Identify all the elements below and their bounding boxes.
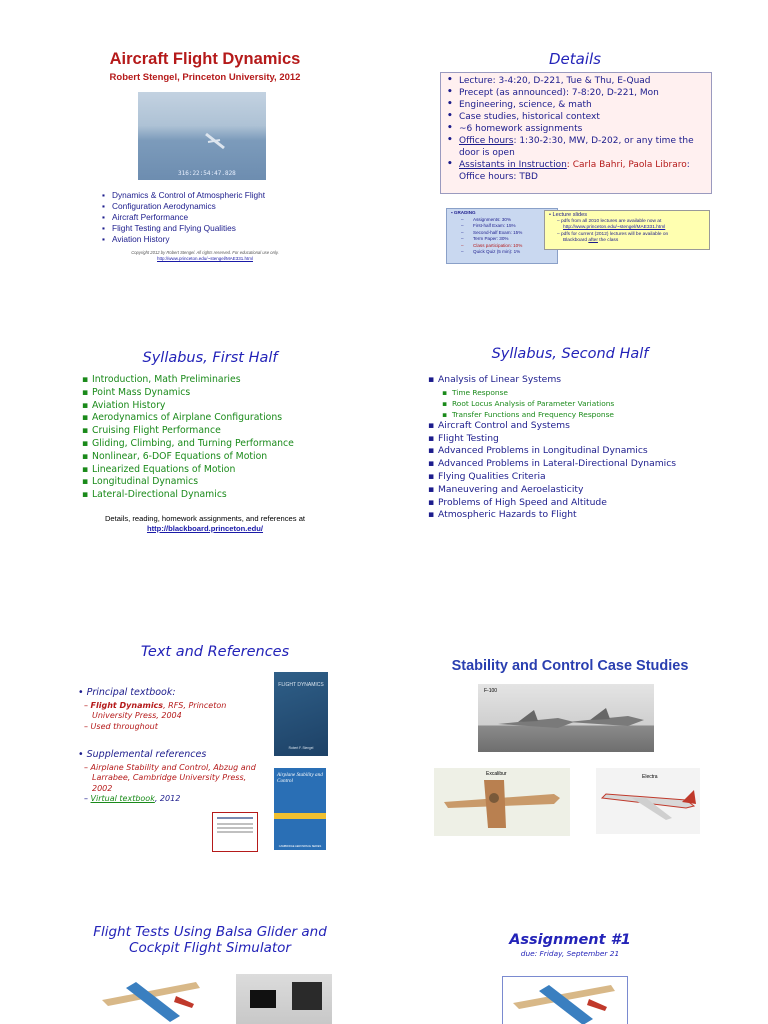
list-item: ▪ Advanced Problems in Longitudinal Dynamics [428, 445, 676, 458]
list-item: ▪ Dynamics & Control of Atmospheric Flight [102, 190, 265, 201]
aircraft-photo [138, 92, 266, 180]
blackboard-link[interactable]: http://blackboard.princeton.edu/ [146, 524, 264, 533]
list-item: • Lecture: 3-4:20, D-221, Tue & Thu, E-Quad [447, 75, 705, 87]
photo-timestamp: 316:22:54:47.828 [178, 170, 236, 177]
list-item: ▪ Aviation History [82, 400, 294, 413]
slide-syllabus-first [60, 350, 360, 550]
slide-case-studies [420, 658, 720, 868]
syllabus-first-list [82, 374, 294, 502]
list-item: – Class participation: 10% [461, 243, 553, 250]
list-item: ▪ Point Mass Dynamics [82, 387, 294, 400]
slide5-title: Text and References [140, 644, 290, 660]
slide3-title: Syllabus, First Half [142, 350, 278, 366]
slide1-title: Aircraft Flight Dynamics [109, 50, 301, 68]
list-item: ▪ Gliding, Climbing, and Turning Performance [82, 438, 294, 451]
aircraft-silhouette-icon [138, 92, 266, 180]
grading-title: ▪ GRADING [451, 210, 476, 215]
excalibur-aircraft-icon [434, 768, 570, 836]
list-item: • Case studies, historical context [447, 111, 705, 123]
slide2-title: Details [548, 50, 601, 68]
slide1-subtitle: Robert Stengel, Princeton University, 2012 [109, 72, 301, 83]
list-item: ▪ Nonlinear, 6-DOF Equations of Motion [82, 451, 294, 464]
list-item: – Term Paper: 30% [461, 236, 553, 243]
slide6-title: Stability and Control Case Studies [451, 658, 689, 674]
list-item: ▪ Transfer Functions and Frequency Response [442, 409, 676, 420]
list-item: – First-half Exam: 15% [461, 223, 553, 230]
list-item: • ~6 homework assignments [447, 123, 705, 135]
course-url-link[interactable]: http://www.princeton.edu/~stengel/MAE331.html [157, 256, 253, 261]
principal-ref: – Flight Dynamics, RFS, Princeton University Press, 2004 [84, 700, 227, 720]
details-box [440, 72, 712, 194]
list-item: ▪ Flight Testing and Flying Qualities [102, 223, 265, 234]
syllabus-second-list [428, 374, 676, 387]
cockpit-simulator-photo [236, 974, 332, 1024]
list-item: • Precept (as announced): 7-8:20, D-221, Mon [447, 87, 705, 99]
slide-details [430, 50, 720, 280]
list-item: • Office hours: 1:30-2:30, MW, D-202, or any time the door is open [447, 135, 705, 159]
slide4-title: Syllabus, Second Half [491, 346, 649, 362]
list-item: ▪ Longitudinal Dynamics [82, 476, 294, 489]
list-item: ▪ Flight Testing [428, 433, 676, 446]
slide8-title: Assignment #1 [509, 932, 631, 948]
slide7-title-line2: Cockpit Flight Simulator [129, 940, 291, 956]
list-item: – Assignments: 30% [461, 217, 553, 224]
list-item: ▪ Time Response [442, 387, 676, 398]
electra-illustration: Electra [596, 768, 700, 834]
list-item: ▪ Introduction, Math Preliminaries [82, 374, 294, 387]
list-item: ▪ Atmospheric Hazards to Flight [428, 509, 676, 522]
slide7-title-line1: Flight Tests Using Balsa Glider and [93, 924, 327, 940]
virtual-textbook-link[interactable]: Virtual textbook [90, 794, 155, 803]
list-item: ▪ Aircraft Performance [102, 212, 265, 223]
mae331-link[interactable]: http://www.princeton.edu/~stengel/MAE331.html [563, 225, 666, 231]
list-item: – Second-half Exam: 15% [461, 230, 553, 237]
slide-text-references [70, 644, 360, 854]
copyright-note: Copyright 2012 by Robert Stengel. All rights reserved. For educational use only. [131, 250, 279, 255]
list-item: ▪ Lateral-Directional Dynamics [82, 489, 294, 502]
slide-flight-tests [60, 924, 360, 1024]
list-item: ▪ Cruising Flight Performance [82, 425, 294, 438]
list-item: ▪ Analysis of Linear Systems [428, 374, 676, 387]
list-item: ▪ Aviation History [102, 234, 265, 245]
glider-icon [96, 976, 206, 1024]
supplemental-ref: – Airplane Stability and Control, Abzug and Larrabee, Cambridge University Press, 2002 [84, 762, 256, 793]
principal-heading: • Principal textbook: [78, 687, 176, 698]
list-item: ▪ Advanced Problems in Lateral-Directional Dynamics [428, 458, 676, 471]
list-item: ▪ Problems of High Speed and Altitude [428, 497, 676, 510]
flight-dynamics-book-cover: FLIGHT DYNAMICS Robert F. Stengel [274, 672, 328, 756]
f100-photo: F-100 [478, 684, 654, 752]
list-item: ▪ Configuration Aerodynamics [102, 201, 265, 212]
list-item: – Quick Quiz (5 min): 1% [461, 249, 553, 256]
list-item: • Assistants in Instruction: Carla Bahri, Paola Libraro: Office hours: TBD [447, 159, 705, 183]
slide-title [60, 50, 350, 280]
glider-icon [503, 977, 627, 1024]
slide1-bullets [102, 190, 265, 245]
syllabus-sublist [428, 387, 676, 420]
glider-photo-frame [502, 976, 628, 1024]
list-item: ▪ Maneuvering and Aeroelasticity [428, 484, 676, 497]
grading-box [446, 208, 558, 264]
list-item: ▪ Aircraft Control and Systems [428, 420, 676, 433]
due-date: due: Friday, September 21 [520, 949, 620, 958]
lecture-slides-box: • Lecture slides – pdfs from all 2010 lectures are available now at http://www.princeton.edu/~stengel/MAE331.html – pdfs for current (2012) lectures will be available on Blackboard after the class [544, 210, 710, 250]
stability-control-book-cover: Airplane Stability and Control CAMBRIDGE AEROSPACE SERIES [274, 768, 326, 850]
f100-aircraft-icon [478, 684, 654, 752]
lecture-slides-title: • Lecture slides [549, 212, 588, 218]
principal-use: – Used throughout [84, 721, 158, 731]
supplemental-heading: • Supplemental references [78, 749, 207, 760]
syllabus-note: Details, reading, homework assignments, and references at [104, 514, 306, 523]
excalibur-illustration: Excalibur [434, 768, 570, 836]
virtual-ref: – Virtual textbook, 2012 [84, 794, 181, 803]
slide-syllabus-second [420, 346, 720, 546]
list-item: ▪ Root Locus Analysis of Parameter Variations [442, 398, 676, 409]
list-item: ▪ Flying Qualities Criteria [428, 471, 676, 484]
slide-assignment [420, 932, 720, 1024]
list-item: • Engineering, science, & math [447, 99, 705, 111]
list-item: ▪ Aerodynamics of Airplane Configurations [82, 412, 294, 425]
virtual-textbook-thumbnail [212, 812, 258, 852]
balsa-glider-photo [96, 976, 206, 1024]
list-item: ▪ Linearized Equations of Motion [82, 464, 294, 477]
